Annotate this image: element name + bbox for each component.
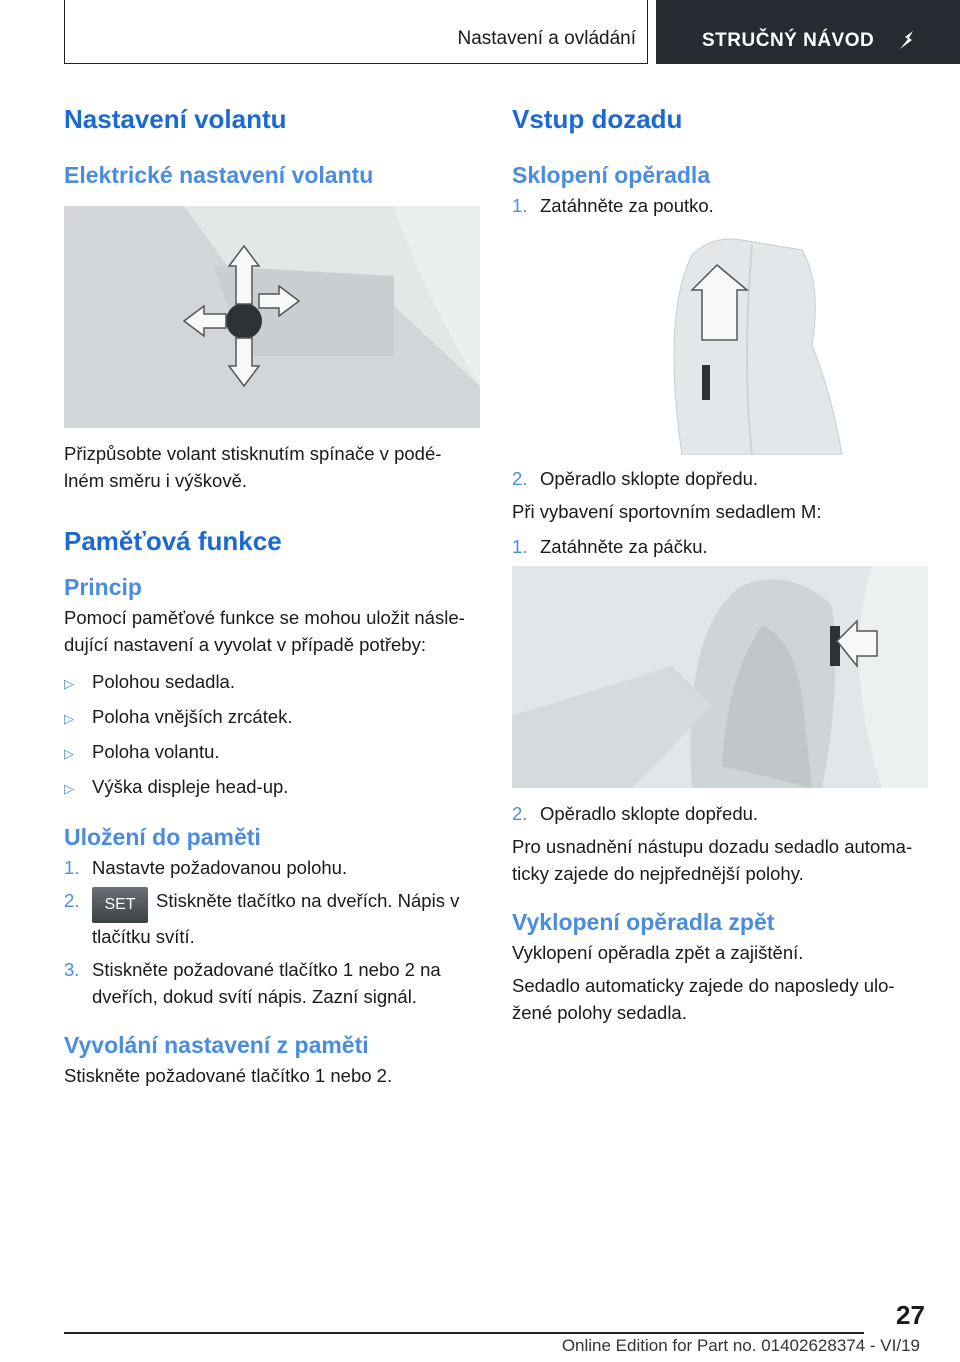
list-item: ▷ Poloha volantu. [64, 738, 480, 767]
heading-save-memory: Uložení do paměti [64, 824, 261, 850]
triangle-bullet-icon: ▷ [64, 676, 74, 691]
set-button: SET [92, 887, 148, 923]
auto-return-text: Sedadlo automaticky zajede do naposledy ulo-žené polohy sedadla. [512, 975, 895, 1023]
sport-seat-lever-illustration [512, 566, 928, 788]
list-item: ▷ Výška displeje head-up. [64, 773, 480, 802]
list-item: 2. SET Stiskněte tlačítko na dveřích. Nápis v tlačítku svítí. [64, 887, 480, 950]
heading-unfold-backrest: Vyklopení opěradla zpět [512, 909, 775, 935]
sport-seat-text: Při vybavení sportovním sedadlem M: [512, 501, 822, 522]
left-column [64, 100, 480, 1095]
list-item: 1. Nastavte požadovanou polohu. [64, 857, 348, 878]
lightning-icon [896, 29, 918, 51]
list-item: 3. Stiskněte požadované tlačítko 1 nebo 2 na dveřích, dokud svítí nápis. Zazní signál. [64, 959, 441, 1007]
principle-text: Pomocí paměťové funkce se mohou uložit násle-dující nastavení a vyvolat v případě potřeby: [64, 607, 465, 655]
heading-electric-steering: Elektrické nastavení volantu [64, 162, 374, 188]
chapter-label: STRUČNÝ NÁVOD [702, 30, 875, 51]
chapter-tab[interactable] [656, 0, 960, 64]
list-item: 1. Zatáhněte za páčku. [512, 536, 708, 557]
heading-memory: Paměťová funkce [64, 526, 282, 556]
steering-text: Přizpůsobte volant stisknutím spínače v podé-lném směru i výškově. [64, 443, 442, 491]
triangle-bullet-icon: ▷ [64, 781, 74, 796]
heading-principle: Princip [64, 574, 142, 600]
list-item: 1. Zatáhněte za poutko. [512, 195, 714, 216]
unfold-text: Vyklopení opěradla zpět a zajištění. [512, 942, 804, 963]
heading-rear-entry: Vstup dozadu [512, 104, 683, 134]
recall-text: Stiskněte požadované tlačítko 1 nebo 2. [64, 1065, 393, 1086]
page-number: 27 [896, 1300, 925, 1330]
steering-adjust-illustration [64, 206, 480, 428]
footer-divider [64, 1332, 864, 1334]
heading-recall-memory: Vyvolání nastavení z paměti [64, 1032, 369, 1058]
list-item: 2. Opěradlo sklopte dopředu. [512, 468, 759, 489]
triangle-bullet-icon: ▷ [64, 711, 74, 726]
list-item: ▷ Poloha vnějších zrcátek. [64, 703, 480, 732]
triangle-bullet-icon: ▷ [64, 746, 74, 761]
heading-fold-backrest: Sklopení opěradla [512, 162, 711, 188]
right-column [512, 100, 928, 1032]
list-item: ▷ Polohou sedadla. [64, 668, 480, 697]
seat-strap-illustration [512, 225, 928, 455]
auto-forward-text: Pro usnadnění nástupu dozadu sedadlo automa-ticky zajede do nejpřednější polohy. [512, 836, 913, 884]
heading-steering: Nastavení volantu [64, 104, 287, 134]
section-title: Nastavení a ovládání [457, 28, 636, 49]
list-item: 2. Opěradlo sklopte dopředu. [512, 803, 759, 824]
edition-text: Online Edition for Part no. 01402628374 - VI/19 [561, 1336, 920, 1355]
